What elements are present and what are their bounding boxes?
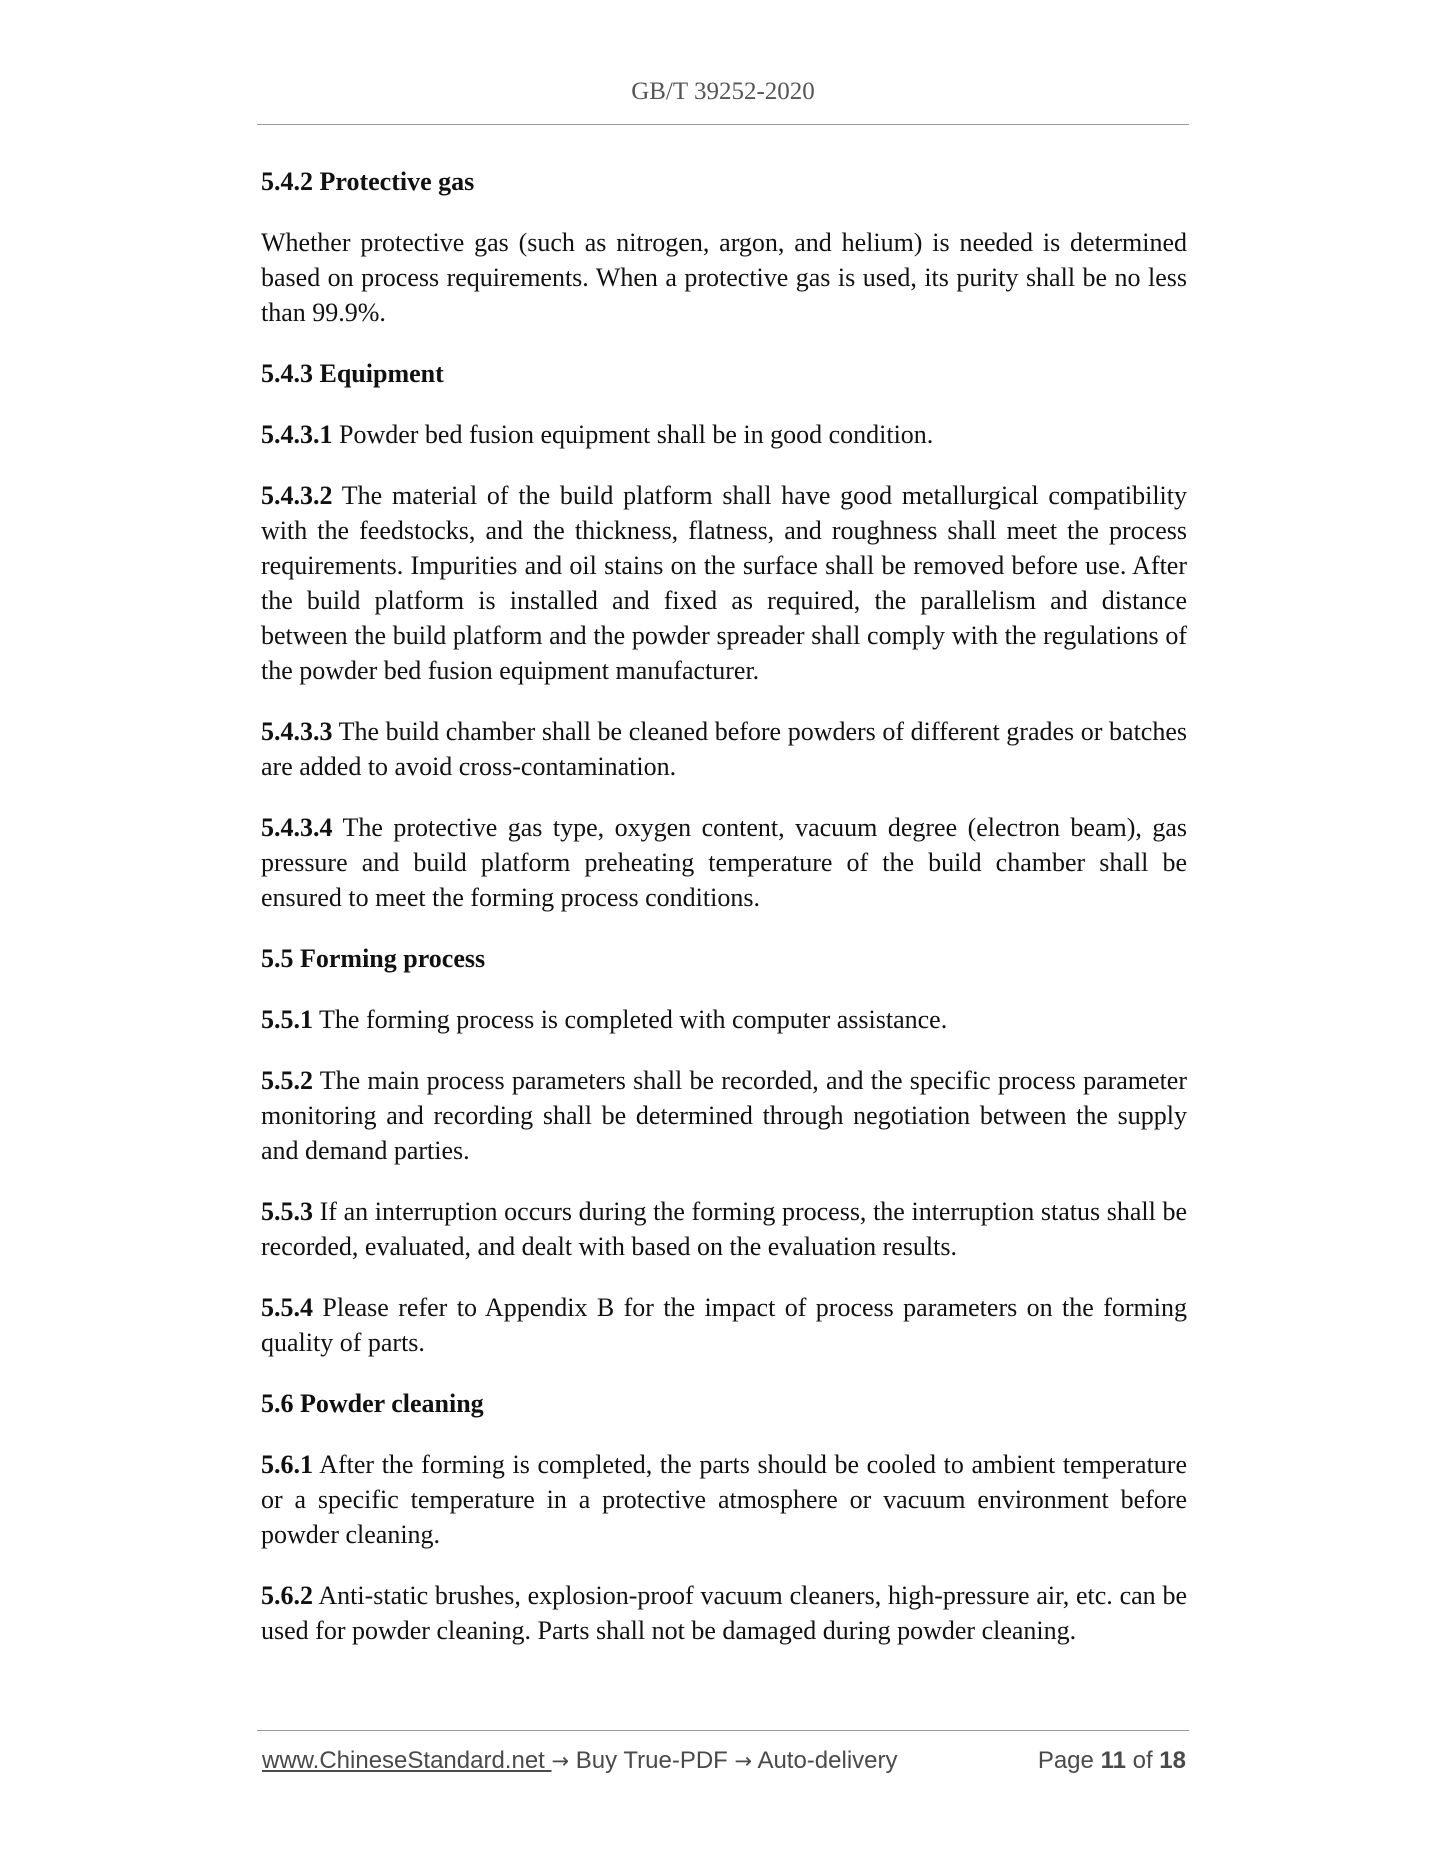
clause-number: 5.4.3.4 [261, 813, 333, 842]
paragraph-text: If an interruption occurs during the forming process, the interruption status shall be recorded, evaluated, and dealt with based on the evaluation results. [261, 1197, 1187, 1261]
paragraph-text: The material of the build platform shall have good metallurgical compatibility with the feedstocks, and the thickness, flatness, and roughness shall meet the process requirements. Impurities and oil stains on the surface shall be removed before use. After the build platform is installed and fixed as required, the parallelism and distance between the build platform and the powder spreader shall comply with the regulations of the powder bed fusion equipment manufacturer. [261, 481, 1187, 685]
clause-number: 5.4.3.3 [261, 717, 333, 746]
paragraph [261, 225, 1187, 330]
document-body [261, 164, 1187, 1674]
paragraph-text: The protective gas type, oxygen content, vacuum degree (electron beam), gas pressure and build platform preheating temperature of the build chamber shall be ensured to meet the forming process conditions. [261, 813, 1187, 912]
total-pages-number: 18 [1159, 1747, 1186, 1774]
paragraph-text: The build chamber shall be cleaned before powders of different grades or batches are added to avoid cross-contamination. [261, 717, 1187, 781]
section-heading: 5.4.2 Protective gas [261, 167, 475, 196]
clause-number: 5.6.2 [261, 1581, 313, 1610]
paragraph [261, 810, 1187, 915]
page-footer [262, 1747, 1186, 1775]
paragraph-text: Whether protective gas (such as nitrogen, argon, and helium) is needed is determined based on process requirements. When a protective gas is used, its purity shall be no less than 99.9%. [261, 228, 1187, 327]
arrow-right-icon: → [734, 1749, 753, 1773]
paragraph [261, 1290, 1187, 1360]
paragraph [261, 714, 1187, 784]
paragraph [261, 1063, 1187, 1168]
website-link[interactable]: www.ChineseStandard.net [262, 1747, 552, 1774]
clause-number: 5.5.1 [261, 1005, 313, 1034]
section-heading: 5.6 Powder cleaning [261, 1389, 484, 1418]
section-heading: 5.4.3 Equipment [261, 359, 444, 388]
paragraph-text: The forming process is completed with computer assistance. [313, 1005, 948, 1034]
paragraph-text: After the forming is completed, the parts should be cooled to ambient temperature or a specific temperature in a protective atmosphere or vacuum environment before powder cleaning. [261, 1450, 1187, 1549]
page-of-label: of [1132, 1747, 1153, 1774]
paragraph-text: Please refer to Appendix B for the impact of process parameters on the forming quality of parts. [261, 1293, 1187, 1357]
paragraph-text: Powder bed fusion equipment shall be in good condition. [332, 420, 934, 449]
header-divider [257, 124, 1189, 125]
paragraph [261, 1447, 1187, 1552]
page-header: GB/T 39252-2020 [631, 78, 815, 105]
paragraph-text: Anti-static brushes, explosion-proof vacuum cleaners, high-pressure air, etc. can be used for powder cleaning. Parts shall not be damaged during powder cleaning. [261, 1581, 1187, 1645]
delivery-text: Auto-delivery [752, 1747, 898, 1774]
page-indicator [1038, 1747, 1186, 1775]
footer-promo [262, 1747, 898, 1775]
paragraph [261, 1578, 1187, 1648]
clause-number: 5.5.2 [261, 1066, 313, 1095]
paragraph [261, 1194, 1187, 1264]
section-heading: 5.5 Forming process [261, 944, 486, 973]
clause-number: 5.4.3.1 [261, 420, 333, 449]
footer-divider [257, 1730, 1189, 1731]
paragraph-text: The main process parameters shall be recorded, and the specific process parameter monitoring and recording shall be determined through negotiation between the supply and demand parties. [261, 1066, 1187, 1165]
page-label: Page [1037, 1747, 1094, 1774]
clause-number: 5.4.3.2 [261, 481, 333, 510]
paragraph [261, 417, 1187, 452]
clause-number: 5.5.4 [261, 1293, 313, 1322]
arrow-right-icon: → [551, 1749, 570, 1773]
paragraph [261, 1002, 1187, 1037]
current-page-number: 11 [1100, 1747, 1126, 1774]
buy-text: Buy True-PDF [569, 1747, 735, 1774]
paragraph [261, 478, 1187, 688]
clause-number: 5.5.3 [261, 1197, 313, 1226]
clause-number: 5.6.1 [261, 1450, 313, 1479]
